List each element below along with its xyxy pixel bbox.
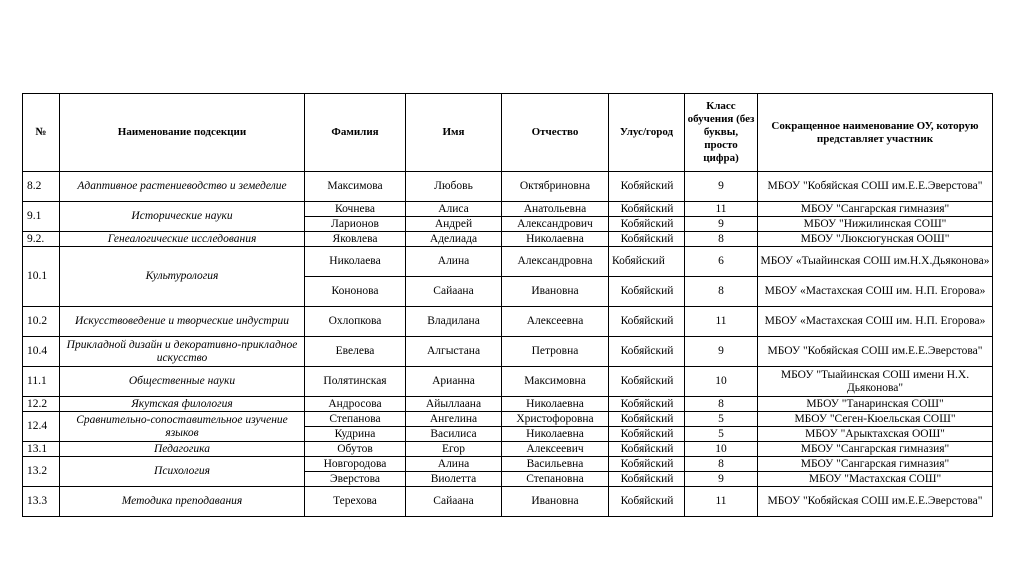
table-row	[23, 172, 993, 202]
section-name: Психология	[60, 457, 305, 487]
table-body	[23, 172, 993, 517]
surname-cell: Кононова	[305, 277, 406, 307]
region-cell: Кобяйский	[609, 307, 685, 337]
name-cell: Аделиада	[406, 232, 502, 247]
patronymic-cell: Николаевна	[502, 427, 609, 442]
header-num: №	[23, 94, 60, 172]
name-cell: Виолетта	[406, 472, 502, 487]
table-row	[23, 337, 993, 367]
section-number: 10.1	[23, 247, 60, 307]
grade-cell: 5	[685, 412, 758, 427]
region-cell: Кобяйский	[609, 367, 685, 397]
name-cell: Алина	[406, 247, 502, 277]
patronymic-cell: Ивановна	[502, 277, 609, 307]
header-section: Наименование подсекции	[60, 94, 305, 172]
section-number: 13.3	[23, 487, 60, 517]
name-cell: Алгыстана	[406, 337, 502, 367]
surname-cell: Обутов	[305, 442, 406, 457]
name-cell: Алина	[406, 457, 502, 472]
table-row	[23, 457, 993, 472]
patronymic-cell: Александровна	[502, 247, 609, 277]
school-cell: МБОУ "Тыайинская СОШ имени Н.Х. Дьяконова"	[758, 367, 993, 397]
section-name: Исторические науки	[60, 202, 305, 232]
name-cell: Айыллаана	[406, 397, 502, 412]
surname-cell: Степанова	[305, 412, 406, 427]
header-patronymic: Отчество	[502, 94, 609, 172]
table-row	[23, 202, 993, 217]
school-cell: МБОУ «Тыайинская СОШ им.Н.Х.Дьяконова»	[758, 247, 993, 277]
region-cell: Кобяйский	[609, 487, 685, 517]
header-surname: Фамилия	[305, 94, 406, 172]
school-cell: МБОУ "Сангарская гимназия"	[758, 442, 993, 457]
name-cell: Любовь	[406, 172, 502, 202]
name-cell: Арианна	[406, 367, 502, 397]
section-name: Искусствоведение и творческие индустрии	[60, 307, 305, 337]
name-cell: Ангелина	[406, 412, 502, 427]
name-cell: Сайаана	[406, 277, 502, 307]
grade-cell: 9	[685, 337, 758, 367]
surname-cell: Кочнева	[305, 202, 406, 217]
section-name: Сравнительно-сопоставительное изучение языков	[60, 412, 305, 442]
school-cell: МБОУ «Мастахская СОШ им. Н.П. Егорова»	[758, 277, 993, 307]
school-cell: МБОУ "Сеген-Кюельская СОШ"	[758, 412, 993, 427]
section-number: 10.4	[23, 337, 60, 367]
header-row	[23, 94, 993, 172]
surname-cell: Яковлева	[305, 232, 406, 247]
section-name: Прикладной дизайн и декоративно-прикладное искусство	[60, 337, 305, 367]
name-cell: Андрей	[406, 217, 502, 232]
school-cell: МБОУ "Кобяйская СОШ им.Е.Е.Эверстова"	[758, 172, 993, 202]
region-cell: Кобяйский	[609, 202, 685, 217]
section-number: 13.1	[23, 442, 60, 457]
patronymic-cell: Петровна	[502, 337, 609, 367]
grade-cell: 11	[685, 487, 758, 517]
grade-cell: 8	[685, 277, 758, 307]
table-row	[23, 367, 993, 397]
name-cell: Сайаана	[406, 487, 502, 517]
grade-cell: 10	[685, 442, 758, 457]
name-cell: Егор	[406, 442, 502, 457]
school-cell: МБОУ "Кобяйская СОШ им.Е.Е.Эверстова"	[758, 487, 993, 517]
table-row	[23, 487, 993, 517]
surname-cell: Николаева	[305, 247, 406, 277]
section-number: 9.1	[23, 202, 60, 232]
section-name: Общественные науки	[60, 367, 305, 397]
table-row	[23, 412, 993, 427]
grade-cell: 9	[685, 172, 758, 202]
region-cell: Кобяйский	[609, 427, 685, 442]
surname-cell: Новгородова	[305, 457, 406, 472]
surname-cell: Ларионов	[305, 217, 406, 232]
name-cell: Василиса	[406, 427, 502, 442]
grade-cell: 6	[685, 247, 758, 277]
region-cell: Кобяйский	[609, 397, 685, 412]
region-cell: Кобяйский	[609, 277, 685, 307]
grade-cell: 11	[685, 202, 758, 217]
section-number: 10.2	[23, 307, 60, 337]
header-grade: Класс обучения (без буквы, просто цифра)	[685, 94, 758, 172]
patronymic-cell: Алексеевич	[502, 442, 609, 457]
school-cell: МБОУ "Кобяйская СОШ им.Е.Е.Эверстова"	[758, 337, 993, 367]
region-cell: Кобяйский	[609, 457, 685, 472]
patronymic-cell: Анатольевна	[502, 202, 609, 217]
patronymic-cell: Октябриновна	[502, 172, 609, 202]
grade-cell: 9	[685, 472, 758, 487]
region-cell: Кобяйский	[609, 412, 685, 427]
surname-cell: Терехова	[305, 487, 406, 517]
surname-cell: Кудрина	[305, 427, 406, 442]
section-number: 8.2	[23, 172, 60, 202]
section-number: 12.4	[23, 412, 60, 442]
name-cell: Владилана	[406, 307, 502, 337]
surname-cell: Андросова	[305, 397, 406, 412]
surname-cell: Полятинская	[305, 367, 406, 397]
name-cell: Алиса	[406, 202, 502, 217]
grade-cell: 9	[685, 217, 758, 232]
region-cell: Кобяйский	[609, 442, 685, 457]
patronymic-cell: Максимовна	[502, 367, 609, 397]
section-number: 9.2.	[23, 232, 60, 247]
participants-table	[22, 93, 993, 517]
table-row	[23, 397, 993, 412]
header-school: Сокращенное наименование ОУ, которую представляет участник	[758, 94, 993, 172]
school-cell: МБОУ "Мастахская СОШ"	[758, 472, 993, 487]
surname-cell: Евелева	[305, 337, 406, 367]
surname-cell: Максимова	[305, 172, 406, 202]
section-number: 13.2	[23, 457, 60, 487]
grade-cell: 11	[685, 307, 758, 337]
header-name: Имя	[406, 94, 502, 172]
patronymic-cell: Алексеевна	[502, 307, 609, 337]
table-row	[23, 442, 993, 457]
patronymic-cell: Александрович	[502, 217, 609, 232]
patronymic-cell: Степановна	[502, 472, 609, 487]
header-region: Улус/город	[609, 94, 685, 172]
school-cell: МБОУ "Танаринская СОШ"	[758, 397, 993, 412]
section-name: Культурология	[60, 247, 305, 307]
region-cell: Кобяйский	[609, 172, 685, 202]
section-name: Адаптивное растениеводство и земеделие	[60, 172, 305, 202]
surname-cell: Эверстова	[305, 472, 406, 487]
region-cell: Кобяйский	[609, 472, 685, 487]
school-cell: МБОУ "Сангарская гимназия"	[758, 202, 993, 217]
table-row	[23, 232, 993, 247]
school-cell: МБОУ "Нижилинская СОШ"	[758, 217, 993, 232]
region-cell: Кобяйский	[609, 217, 685, 232]
section-name: Якутская филология	[60, 397, 305, 412]
patronymic-cell: Христофоровна	[502, 412, 609, 427]
patronymic-cell: Николаевна	[502, 397, 609, 412]
grade-cell: 10	[685, 367, 758, 397]
table-row	[23, 247, 993, 277]
section-name: Педагогика	[60, 442, 305, 457]
grade-cell: 8	[685, 397, 758, 412]
section-name: Генеалогические исследования	[60, 232, 305, 247]
participants-sheet	[22, 93, 993, 517]
grade-cell: 5	[685, 427, 758, 442]
grade-cell: 8	[685, 232, 758, 247]
school-cell: МБОУ "Арыктахская ООШ"	[758, 427, 993, 442]
section-name: Методика преподавания	[60, 487, 305, 517]
patronymic-cell: Николаевна	[502, 232, 609, 247]
section-number: 11.1	[23, 367, 60, 397]
section-number: 12.2	[23, 397, 60, 412]
school-cell: МБОУ "Люксюгунская ООШ"	[758, 232, 993, 247]
surname-cell: Охлопкова	[305, 307, 406, 337]
table-row	[23, 307, 993, 337]
region-cell: Кобяйский	[609, 337, 685, 367]
school-cell: МБОУ "Сангарская гимназия"	[758, 457, 993, 472]
school-cell: МБОУ «Мастахская СОШ им. Н.П. Егорова»	[758, 307, 993, 337]
region-cell: Кобяйский	[609, 232, 685, 247]
patronymic-cell: Васильевна	[502, 457, 609, 472]
grade-cell: 8	[685, 457, 758, 472]
patronymic-cell: Ивановна	[502, 487, 609, 517]
region-cell: Кобяйский	[609, 247, 685, 277]
